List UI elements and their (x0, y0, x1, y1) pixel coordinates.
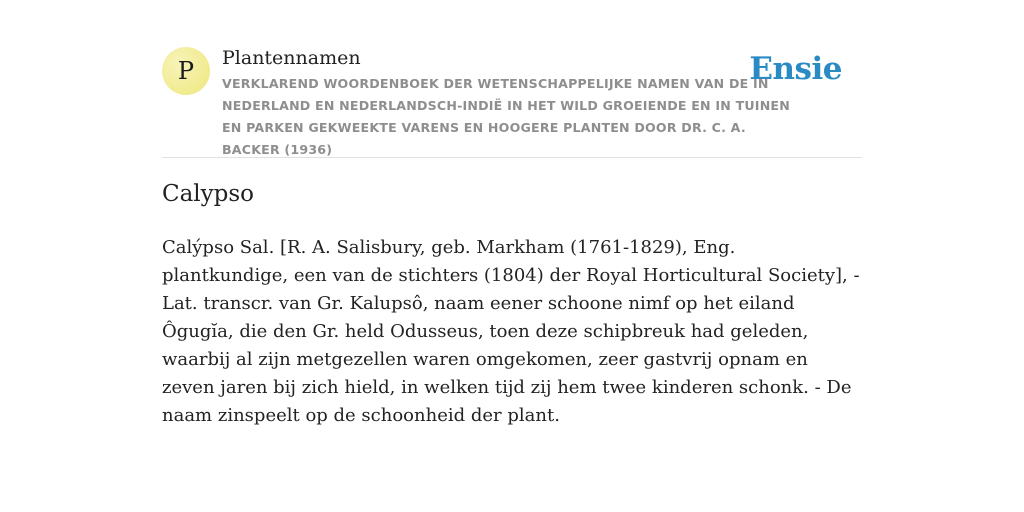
dictionary-subtitle: VERKLAREND WOORDENBOEK DER WETENSCHAPPELIJKE NAMEN VAN DE IN NEDERLAND EN NEDERLANDSCH-INDIË IN HET WILD GROEIENDE EN IN TUINEN EN PARKEN GEKWEEKTE VARENS EN HOOGERE PLANTEN DOOR DR. C. A. BACKER (1936) (222, 76, 790, 157)
entry-definition: Calýpso Sal. [R. A. Salisbury, geb. Markham (1761-1829), Eng. plantkundige, een van de stichters (1804) der Royal Horticultural Society], - Lat. transcr. van Gr. Kalupsô, naam eener schoone nimf op het eiland Ôgugĭa, die den Gr. held Odusseus, toen deze schipbreuk had geleden, waarbij al zijn metgezellen waren omgekomen, zeer gastvrij opnam en zeven jaren bij zich hield, in welken tijd zij hem twee kinderen schonk. - De naam zinspeelt op de schoonheid der plant. (162, 237, 860, 426)
dictionary-avatar[interactable]: P (162, 47, 210, 95)
header-titles (222, 46, 802, 161)
header (162, 46, 862, 157)
dictionary-title[interactable]: Plantennamen (222, 47, 361, 69)
ensie-logo-link[interactable]: Ensie (749, 51, 842, 87)
entry-headword: Calypso (162, 181, 255, 207)
header-divider (162, 157, 862, 158)
